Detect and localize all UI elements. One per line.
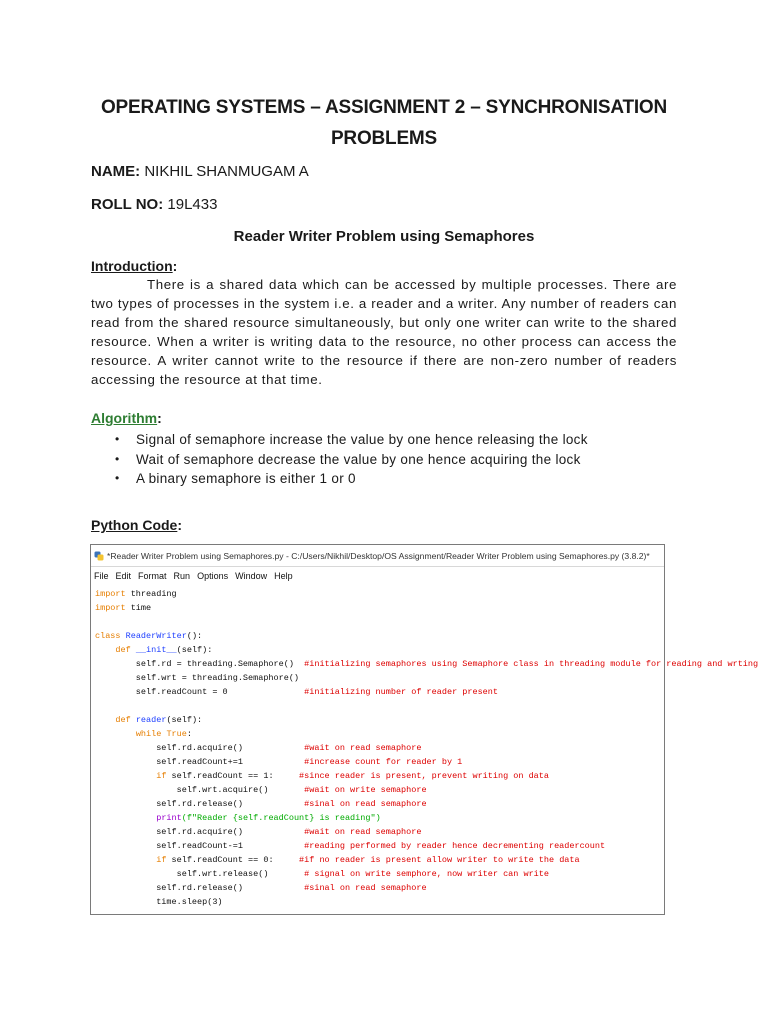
menu-help[interactable]: Help (274, 570, 293, 581)
name-label: NAME: (91, 163, 141, 180)
code-line: self.rd.acquire() #wait on read semaphore (95, 743, 422, 753)
roll-label: ROLL NO: (91, 196, 164, 213)
code-editor[interactable] (95, 587, 759, 909)
code-heading: Python Code: (91, 517, 183, 533)
code-line: self.rd.release() #sinal on read semaphore (95, 799, 427, 809)
code-line: self.wrt.acquire() #wait on write semaphore (95, 785, 427, 795)
code-line (95, 615, 660, 629)
name-value: NIKHIL SHANMUGAM A (144, 163, 309, 180)
code-line: import time (95, 603, 152, 613)
intro-paragraph (91, 275, 677, 389)
code-line: self.readCount-=1 #reading performed by reader hence decrementing readercount (95, 841, 606, 851)
menu-bar (91, 567, 664, 584)
code-line: time.sleep(3) (95, 897, 223, 907)
code-line (95, 699, 660, 713)
window-titlebar (91, 545, 664, 567)
code-line: while True: (135, 729, 192, 739)
menu-options[interactable]: Options (197, 570, 229, 581)
idle-editor-window (90, 544, 759, 915)
menu-edit[interactable]: Edit (115, 570, 132, 581)
bullet-icon: • (115, 451, 120, 466)
code-line: def __init__(self): (115, 645, 213, 655)
code-line: class ReaderWriter(): (95, 631, 203, 641)
bullet-icon: • (115, 471, 120, 485)
roll-value: 19L433 (167, 196, 218, 213)
intro-label: Introduction (91, 258, 173, 274)
algorithm-list (113, 430, 588, 489)
code-label: Python Code (91, 517, 178, 533)
title-line-2: PROBLEMS (330, 128, 438, 149)
algorithm-heading: Algorithm: (91, 410, 162, 426)
name-field (91, 163, 309, 180)
code-line: if self.readCount == 1: #since reader is present, prevent writing on data (156, 771, 549, 781)
intro-heading: Introduction: (91, 258, 178, 274)
intro-text: There is a shared data which can be accessed by multiple processes. There are two types of processes in the system i.e. a reader and a writer. Any number of readers can read from the shared resource simultaneously, but only one writer can write to the shared resource. When a writer is writing data to the resource, no other process can access the resource. A writer cannot write to the resource if there are non-zero number of readers accessing the resource at that time. (91, 277, 677, 387)
menu-file[interactable]: File (94, 570, 109, 581)
code-line: self.rd.release() #sinal on read semaphore (95, 883, 427, 893)
algorithm-label: Algorithm (91, 410, 158, 426)
menu-format[interactable]: Format (138, 570, 167, 581)
section-subheading: Reader Writer Problem using Semaphores (233, 228, 535, 245)
code-line: if self.readCount == 0: #if no reader is present allow writer to write the data (156, 855, 580, 865)
code-line: print(f"Reader {self.readCount} is reading") (156, 813, 381, 823)
menu-window[interactable]: Window (235, 570, 268, 581)
bullet-icon: • (115, 432, 120, 446)
code-line: import threading (95, 589, 177, 599)
document-title (0, 92, 768, 154)
code-line: self.wrt = threading.Semaphore() (95, 673, 300, 683)
code-line: self.readCount+=1 #increase count for reader by 1 (95, 757, 463, 767)
code-line: self.rd.acquire() #wait on read semaphore (95, 827, 422, 837)
list-item: • Signal of semaphore increase the value by one hence releasing the lock (113, 430, 588, 450)
title-line-1: OPERATING SYSTEMS – ASSIGNMENT 2 – SYNCHRONISATION (100, 97, 668, 118)
python-icon (94, 551, 104, 561)
code-line: def reader(self): (115, 715, 203, 725)
menu-run[interactable]: Run (173, 570, 191, 581)
code-line: self.rd = threading.Semaphore() #initializing semaphores using Semaphore class in threading module for reading and wrting (95, 659, 759, 669)
code-line: self.readCount = 0 #initializing number of reader present (95, 687, 498, 697)
list-item: • A binary semaphore is either 1 or 0 (113, 469, 588, 489)
code-line: self.wrt.release() # signal on write semphore, now writer can write (95, 869, 549, 879)
list-item: • Wait of semaphore decrease the value by one hence acquiring the lock (113, 450, 588, 470)
window-title: *Reader Writer Problem using Semaphores.py - C:/Users/Nikhil/Desktop/OS Assignment/Reader Writer Problem using Semaphores.py (3.8.2)* (107, 550, 650, 561)
roll-field (91, 196, 217, 213)
